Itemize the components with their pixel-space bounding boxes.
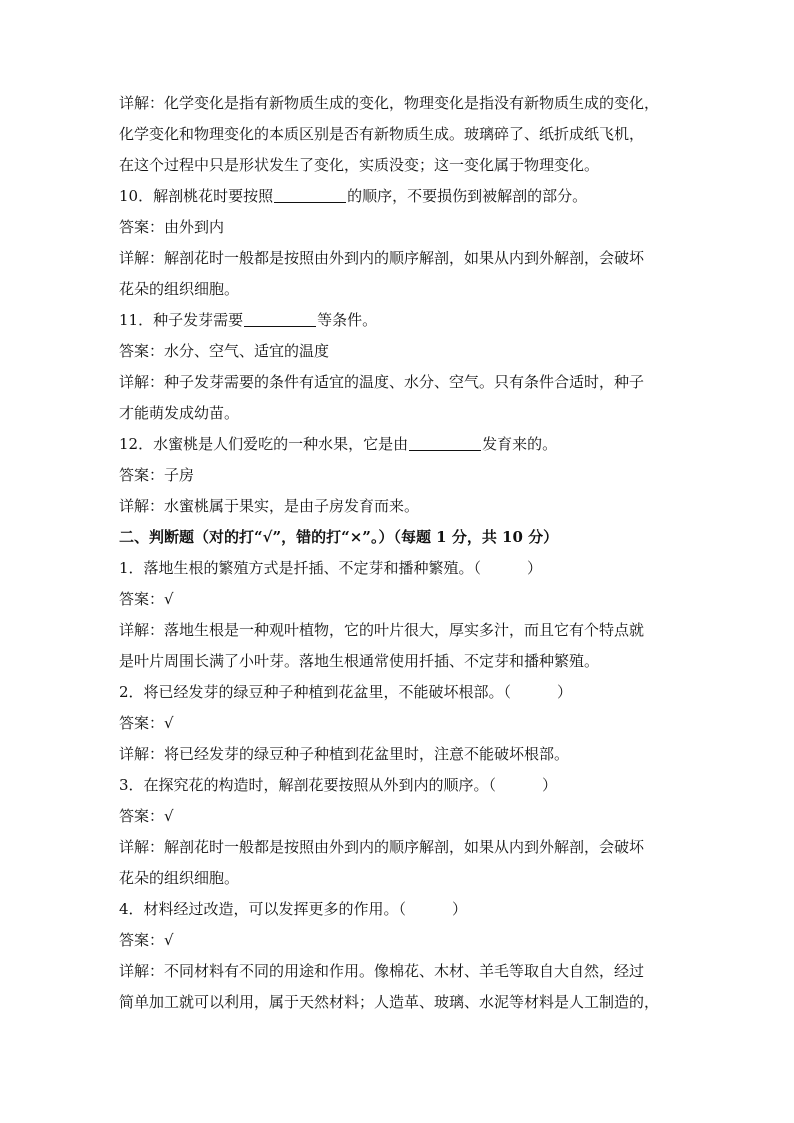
question-12	[119, 429, 689, 460]
judgement-4-answer: 答案：√	[119, 931, 174, 949]
question-10-explanation: 详解：解剖花时一般都是按照由外到内的顺序解剖，如果从内到外解剖，会破坏	[119, 249, 645, 267]
question-12-answer: 答案：子房	[119, 466, 195, 484]
answer-blank	[244, 312, 316, 327]
judgement-4	[119, 894, 689, 925]
judgement-4-explanation: 简单加工就可以利用，属于天然材料；人造革、玻璃、水泥等材料是人工制造的，	[119, 993, 660, 1011]
question-10-stem-tail: 的顺序，不要损伤到被解剖的部分。	[347, 187, 588, 205]
question-12-stem: 12．水蜜桃是人们爱吃的一种水果，它是由	[119, 435, 409, 453]
close-paren: ）	[452, 900, 468, 918]
judgement-1-answer: 答案：√	[119, 590, 174, 608]
q9-explanation-line: 化学变化和物理变化的本质区别是否有新物质生成。玻璃碎了、纸折成纸飞机，	[119, 125, 645, 143]
question-10	[119, 181, 689, 212]
judgement-3-answer: 答案：√	[119, 807, 174, 825]
judgement-3-explanation: 详解：解剖花时一般都是按照由外到内的顺序解剖，如果从内到外解剖，会破坏	[119, 838, 645, 856]
answer-blank	[409, 436, 481, 451]
close-paren: ）	[557, 683, 573, 701]
page-content	[119, 88, 689, 1018]
question-12-stem-tail: 发育来的。	[482, 435, 558, 453]
judgement-1	[119, 553, 689, 584]
question-11-explanation: 详解：种子发芽需要的条件有适宜的温度、水分、空气。只有条件合适时，种子	[119, 373, 645, 391]
judgement-1-explanation: 详解：落地生根是一种观叶植物，它的叶片很大，厚实多汁，而且它有个特点就	[119, 621, 645, 639]
judgement-2-answer: 答案：√	[119, 714, 174, 732]
judgement-2-stem: 2．将已经发芽的绿豆种子种植到花盆里，不能破坏根部。（	[119, 683, 512, 701]
judgement-3-explanation: 花朵的组织细胞。	[119, 869, 240, 887]
judgement-2-explanation: 详解：将已经发芽的绿豆种子种植到花盆里时，注意不能破坏根部。	[119, 745, 570, 763]
question-10-answer: 答案：由外到内	[119, 218, 225, 236]
question-12-explanation: 详解：水蜜桃属于果实，是由子房发育而来。	[119, 497, 420, 515]
judgement-2	[119, 677, 689, 708]
question-11-stem: 11．种子发芽需要	[119, 311, 244, 329]
close-paren: ）	[542, 776, 558, 794]
question-10-stem: 10．解剖桃花时要按照	[119, 187, 274, 205]
section-heading: 二、判断题（对的打“√”，错的打“×”。）（每题 1 分，共 10 分）	[119, 528, 559, 546]
question-11-stem-tail: 等条件。	[317, 311, 378, 329]
question-11-answer: 答案：水分、空气、适宜的温度	[119, 342, 330, 360]
q9-explanation-line: 详解：化学变化是指有新物质生成的变化，物理变化是指没有新物质生成的变化，	[119, 94, 660, 112]
judgement-1-explanation: 是叶片周围长满了小叶芽。落地生根通常使用扦插、不定芽和播种繁殖。	[119, 652, 600, 670]
question-11	[119, 305, 689, 336]
judgement-4-explanation: 详解：不同材料有不同的用途和作用。像棉花、木材、羊毛等取自大自然，经过	[119, 962, 645, 980]
q9-explanation-line: 在这个过程中只是形状发生了变化，实质没变；这一变化属于物理变化。	[119, 156, 600, 174]
judgement-3	[119, 770, 689, 801]
question-10-explanation: 花朵的组织细胞。	[119, 280, 240, 298]
answer-blank	[274, 188, 346, 203]
close-paren: ）	[527, 559, 543, 577]
judgement-4-stem: 4．材料经过改造，可以发挥更多的作用。（	[119, 900, 407, 918]
judgement-3-stem: 3．在探究花的构造时，解剖花要按照从外到内的顺序。（	[119, 776, 497, 794]
judgement-1-stem: 1．落地生根的繁殖方式是扦插、不定芽和播种繁殖。（	[119, 559, 482, 577]
question-11-explanation: 才能萌发成幼苗。	[119, 404, 240, 422]
